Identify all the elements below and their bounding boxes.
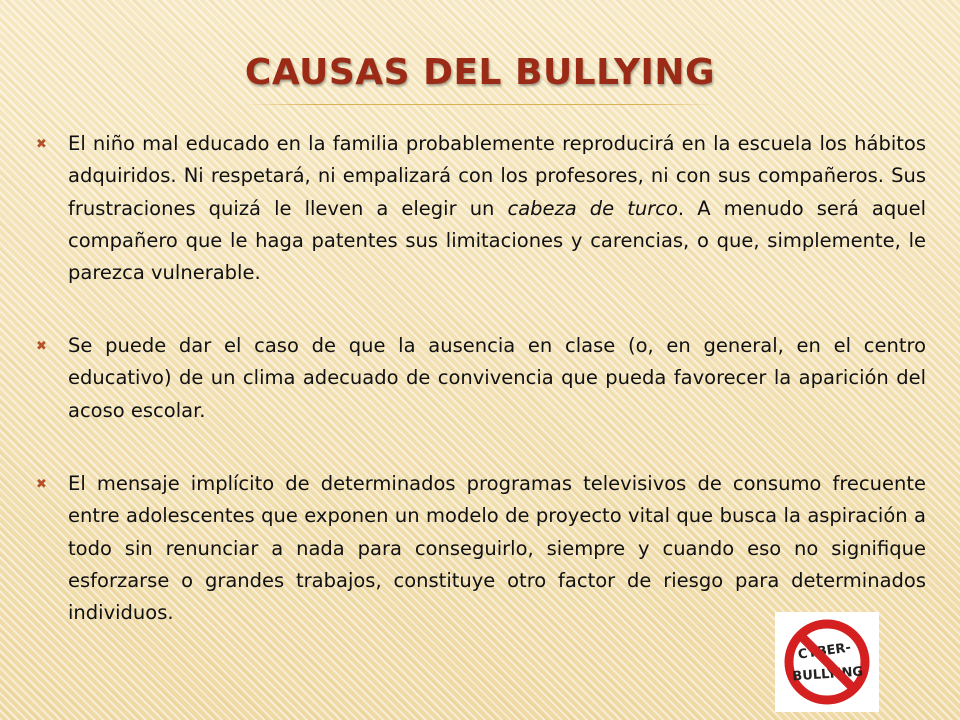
no-cyberbullying-icon (775, 612, 879, 712)
bullet-text-run: El mensaje implícito de determinados programas televisivos de consumo frecuente entre adolescentes que exponen un modelo de proyecto vital que busca la aspiración a todo sin renunciar a nada para conseguirlo, siempre y cuando eso no signifique esforzarse o grandes trabajos, constituye otro factor de riesgo para determinados individuos. (68, 472, 926, 625)
emphasis-text: cabeza de turco (507, 196, 678, 220)
bullet-item (36, 330, 926, 427)
bullet-text (68, 128, 926, 289)
bullet-text-run: Se puede dar el caso de que la ausencia en clase (o, en general, en el centro educativo) de un clima adecuado de convivencia que pueda favorecer la aparición del acoso escolar. (68, 334, 926, 422)
bullet-text (68, 468, 926, 629)
bullet-text-run: El niño mal educado en la familia probablemente reproducirá en la escuela los hábitos adquiridos. Ni respetará, ni empalizará con los profesores, ni con sus compañeros. Sus frustraciones quizá le lleven a elegir un (68, 132, 926, 220)
badge-text-line1: CYBER- (797, 640, 852, 663)
bullet-item (36, 468, 926, 629)
title-divider (245, 104, 715, 105)
bullet-text (68, 330, 926, 427)
badge-text-line2: BULLYING (791, 664, 864, 685)
bullet-item (36, 128, 926, 289)
bullet-text-run: . A menudo será aquel compañero que le haga patentes sus limitaciones y carencias, o que, simplemente, le parezca vulnerable. (68, 196, 926, 285)
slide-title: CAUSAS DEL BULLYING (244, 52, 716, 93)
bullet-x-icon: ✖ (36, 477, 47, 492)
bullet-x-icon: ✖ (36, 339, 47, 354)
bullet-x-icon: ✖ (36, 137, 47, 152)
no-cyberbullying-badge (775, 612, 879, 712)
